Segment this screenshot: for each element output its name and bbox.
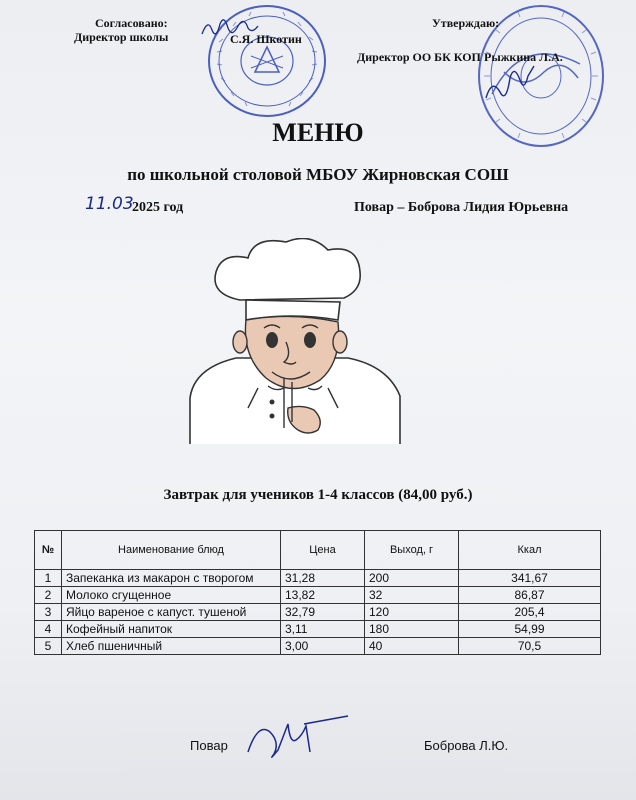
chef-illustration-icon xyxy=(168,238,418,448)
dish-yield: 200 xyxy=(365,570,459,587)
table-row xyxy=(35,621,601,638)
row-number: 4 xyxy=(35,621,62,638)
dish-yield: 120 xyxy=(365,604,459,621)
page-subtitle: по школьной столовой МБОУ Жирновская СОШ xyxy=(127,165,509,184)
dish-yield: 40 xyxy=(365,638,459,655)
column-header-yield: Выход, г xyxy=(365,531,459,570)
menu-table xyxy=(34,530,601,655)
table-row xyxy=(35,638,601,655)
footer-role: Повар xyxy=(190,738,228,753)
cook-line: Повар – Боброва Лидия Юрьевна xyxy=(354,200,569,215)
section-title: Завтрак для учеников 1-4 классов (84,00 руб.) xyxy=(163,487,473,503)
table-row xyxy=(35,604,601,621)
dish-price: 3,00 xyxy=(281,638,365,655)
dish-kcal: 70,5 xyxy=(459,638,601,655)
confirm-name: Рыжкина Л.А. xyxy=(484,50,563,64)
confirm-role: Директор ОО БК КОП xyxy=(357,50,481,64)
dish-kcal: 341,67 xyxy=(459,570,601,587)
dish-kcal: 54,99 xyxy=(459,621,601,638)
handwritten-date: 11.03 xyxy=(85,194,134,214)
table-row xyxy=(35,587,601,604)
approved-label: Согласовано: xyxy=(95,16,168,30)
page-title: МЕНЮ xyxy=(272,118,364,147)
dish-name: Хлеб пшеничный xyxy=(62,638,281,655)
dish-name: Яйцо вареное с капуст. тушеной xyxy=(62,604,281,621)
approved-name: С.Я. Шкотин xyxy=(230,32,302,46)
dish-price: 32,79 xyxy=(281,604,365,621)
row-number: 2 xyxy=(35,587,62,604)
dish-name: Кофейный напиток xyxy=(62,621,281,638)
table-header-row xyxy=(35,531,601,570)
date-year: 2025 год xyxy=(132,200,184,215)
row-number: 3 xyxy=(35,604,62,621)
dish-price: 3,11 xyxy=(281,621,365,638)
dish-yield: 180 xyxy=(365,621,459,638)
dish-name: Запеканка из макарон с творогом xyxy=(62,570,281,587)
column-header-price: Цена xyxy=(281,531,365,570)
dish-yield: 32 xyxy=(365,587,459,604)
director-signature-icon xyxy=(482,64,538,104)
column-header-name: Наименование блюд xyxy=(62,531,281,570)
approved-role: Директор школы xyxy=(74,30,169,44)
dish-kcal: 86,87 xyxy=(459,587,601,604)
dish-price: 13,82 xyxy=(281,587,365,604)
column-header-kcal: Ккал xyxy=(459,531,601,570)
table-row xyxy=(35,570,601,587)
column-header-number: № xyxy=(35,531,62,570)
footer-name: Боброва Л.Ю. xyxy=(424,738,509,753)
row-number: 1 xyxy=(35,570,62,587)
row-number: 5 xyxy=(35,638,62,655)
dish-name: Молоко сгущенное xyxy=(62,587,281,604)
dish-price: 31,28 xyxy=(281,570,365,587)
cook-signature-icon xyxy=(244,710,354,760)
confirm-label: Утверждаю: xyxy=(432,16,500,30)
dish-kcal: 205,4 xyxy=(459,604,601,621)
